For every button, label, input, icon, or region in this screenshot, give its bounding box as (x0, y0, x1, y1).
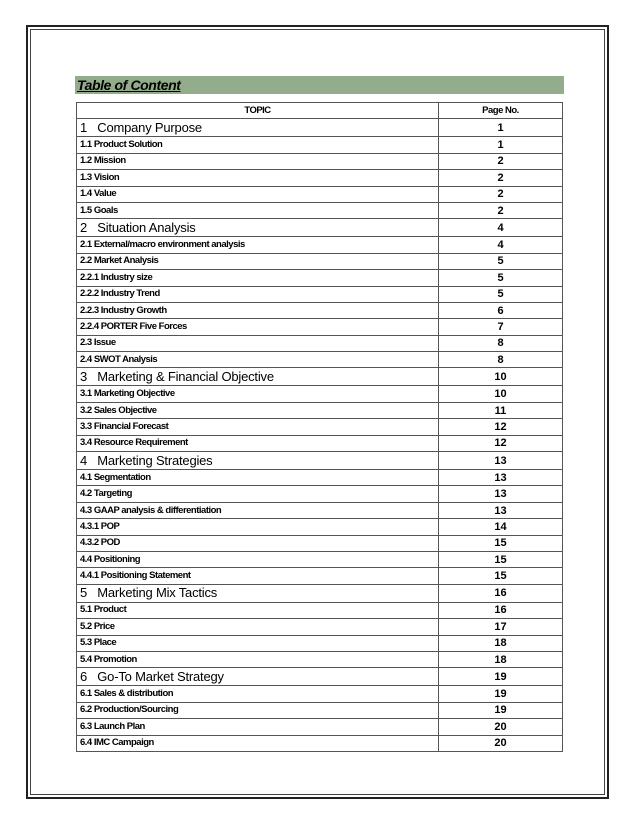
toc-topic: 1.2 Mission (77, 153, 439, 169)
toc-topic: 4.3 GAAP analysis & differentiation (77, 502, 439, 518)
toc-topic: 6 Go-To Market Strategy (77, 668, 439, 686)
toc-section-row (77, 119, 563, 137)
toc-page-number: 20 (439, 719, 563, 735)
toc-header-row (77, 103, 563, 119)
toc-topic: 1 Company Purpose (77, 119, 439, 137)
toc-row (77, 302, 563, 318)
toc-topic: 5.3 Place (77, 635, 439, 651)
toc-page-number: 2 (439, 153, 563, 169)
toc-row (77, 535, 563, 551)
toc-table (76, 102, 563, 752)
toc-page-number: 5 (439, 253, 563, 269)
toc-page-number: 12 (439, 435, 563, 451)
page-column-header: Page No. (439, 103, 563, 119)
toc-row (77, 386, 563, 402)
toc-topic: 3 Marketing & Financial Objective (77, 368, 439, 386)
toc-row (77, 702, 563, 718)
toc-topic: 4.2 Targeting (77, 486, 439, 502)
toc-section-row (77, 368, 563, 386)
toc-row (77, 635, 563, 651)
toc-page-number: 18 (439, 635, 563, 651)
toc-section-row (77, 584, 563, 602)
toc-page-number: 19 (439, 702, 563, 718)
toc-page-number: 7 (439, 319, 563, 335)
toc-row (77, 519, 563, 535)
toc-row (77, 319, 563, 335)
toc-topic: 4 Marketing Strategies (77, 452, 439, 470)
toc-page-number: 13 (439, 486, 563, 502)
toc-topic: 6.3 Launch Plan (77, 719, 439, 735)
toc-topic: 6.2 Production/Sourcing (77, 702, 439, 718)
toc-row (77, 486, 563, 502)
title-bar (75, 76, 564, 94)
toc-topic: 2.3 Issue (77, 335, 439, 351)
toc-page-number: 20 (439, 735, 563, 751)
toc-body (77, 119, 563, 752)
toc-row (77, 435, 563, 451)
toc-section-row (77, 668, 563, 686)
toc-topic: 1.3 Vision (77, 170, 439, 186)
toc-page-number: 16 (439, 602, 563, 618)
toc-page-number: 10 (439, 368, 563, 386)
toc-row (77, 502, 563, 518)
toc-page-number: 6 (439, 302, 563, 318)
toc-page-number: 1 (439, 119, 563, 137)
toc-topic: 2.2.2 Industry Trend (77, 286, 439, 302)
toc-page-number: 19 (439, 686, 563, 702)
toc-row (77, 602, 563, 618)
toc-page-number: 5 (439, 270, 563, 286)
toc-page-number: 13 (439, 452, 563, 470)
toc-page-number: 15 (439, 551, 563, 567)
toc-page-number: 1 (439, 137, 563, 153)
toc-topic: 4.3.1 POP (77, 519, 439, 535)
toc-row (77, 686, 563, 702)
toc-topic: 2.2 Market Analysis (77, 253, 439, 269)
toc-page-number: 2 (439, 186, 563, 202)
toc-page-number: 11 (439, 402, 563, 418)
toc-topic: 4.4.1 Positioning Statement (77, 568, 439, 584)
toc-page-number: 15 (439, 568, 563, 584)
toc-row (77, 352, 563, 368)
toc-row (77, 253, 563, 269)
toc-row (77, 153, 563, 169)
toc-topic: 2.2.1 Industry size (77, 270, 439, 286)
toc-page-number: 2 (439, 202, 563, 218)
toc-page-number: 8 (439, 335, 563, 351)
toc-row (77, 551, 563, 567)
toc-topic: 4.4 Positioning (77, 551, 439, 567)
toc-topic: 2.2.3 Industry Growth (77, 302, 439, 318)
toc-topic: 6.1 Sales & distribution (77, 686, 439, 702)
toc-row (77, 170, 563, 186)
toc-row (77, 619, 563, 635)
toc-topic: 3.1 Marketing Objective (77, 386, 439, 402)
toc-page-number: 17 (439, 619, 563, 635)
toc-row (77, 651, 563, 667)
toc-topic: 5.2 Price (77, 619, 439, 635)
toc-topic: 3.2 Sales Objective (77, 402, 439, 418)
toc-topic: 5 Marketing Mix Tactics (77, 584, 439, 602)
toc-topic: 2.1 External/macro environment analysis (77, 237, 439, 253)
toc-section-row (77, 219, 563, 237)
toc-page-number: 19 (439, 668, 563, 686)
toc-page-number: 14 (439, 519, 563, 535)
toc-topic: 3.3 Financial Forecast (77, 419, 439, 435)
toc-topic: 5.1 Product (77, 602, 439, 618)
toc-page-number: 12 (439, 419, 563, 435)
toc-page-number: 13 (439, 470, 563, 486)
toc-topic: 1.5 Goals (77, 202, 439, 218)
toc-page-number: 5 (439, 286, 563, 302)
toc-topic: 1.4 Value (77, 186, 439, 202)
toc-row (77, 270, 563, 286)
topic-column-header: TOPIC (77, 103, 439, 119)
toc-page-number: 4 (439, 219, 563, 237)
toc-page-number: 10 (439, 386, 563, 402)
toc-topic: 2.2.4 PORTER Five Forces (77, 319, 439, 335)
toc-row (77, 735, 563, 751)
toc-topic: 2.4 SWOT Analysis (77, 352, 439, 368)
toc-page-number: 16 (439, 584, 563, 602)
toc-row (77, 137, 563, 153)
toc-page-number: 15 (439, 535, 563, 551)
toc-page-number: 13 (439, 502, 563, 518)
toc-row (77, 568, 563, 584)
toc-row (77, 202, 563, 218)
toc-section-row (77, 452, 563, 470)
toc-topic: 2 Situation Analysis (77, 219, 439, 237)
toc-row (77, 335, 563, 351)
page-title: Table of Content (77, 77, 181, 93)
toc-row (77, 186, 563, 202)
toc-page-number: 8 (439, 352, 563, 368)
toc-row (77, 719, 563, 735)
toc-page-number: 4 (439, 237, 563, 253)
toc-page-number: 2 (439, 170, 563, 186)
toc-topic: 6.4 IMC Campaign (77, 735, 439, 751)
toc-page-number: 18 (439, 651, 563, 667)
toc-topic: 4.1 Segmentation (77, 470, 439, 486)
toc-row (77, 470, 563, 486)
toc-row (77, 402, 563, 418)
toc-topic: 4.3.2 POD (77, 535, 439, 551)
toc-topic: 5.4 Promotion (77, 651, 439, 667)
toc-topic: 1.1 Product Solution (77, 137, 439, 153)
toc-topic: 3.4 Resource Requirement (77, 435, 439, 451)
toc-row (77, 419, 563, 435)
toc-row (77, 286, 563, 302)
toc-row (77, 237, 563, 253)
